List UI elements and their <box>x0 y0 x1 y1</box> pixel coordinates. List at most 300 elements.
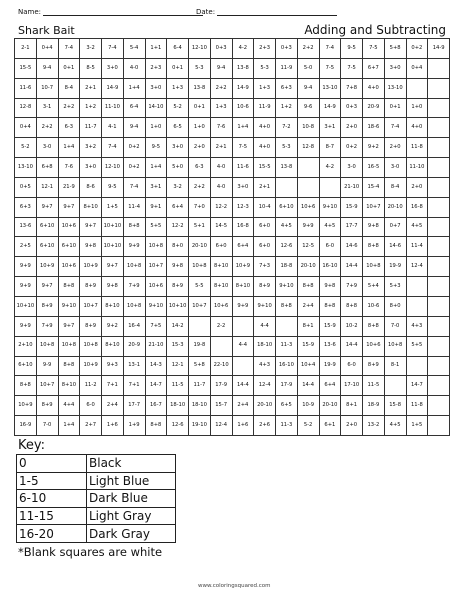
grid-cell[interactable]: 10+10 <box>15 296 37 316</box>
grid-cell[interactable]: 4+0 <box>363 78 385 98</box>
grid-cell[interactable]: 16-8 <box>232 217 254 237</box>
grid-cell[interactable]: 0+3 <box>276 39 298 59</box>
grid-cell[interactable]: 8+8 <box>58 277 80 297</box>
grid-cell[interactable]: 2+0 <box>341 416 363 436</box>
grid-cell[interactable]: 0+1 <box>384 98 406 118</box>
grid-cell[interactable]: 14-6 <box>341 237 363 257</box>
grid-cell[interactable]: 6+5 <box>276 396 298 416</box>
grid-cell[interactable]: 7-4 <box>102 138 124 158</box>
grid-cell[interactable]: 4+5 <box>406 217 428 237</box>
grid-cell[interactable]: 10+7 <box>189 296 211 316</box>
grid-cell[interactable]: 7-4 <box>319 39 341 59</box>
grid-cell[interactable]: 10-4 <box>254 197 276 217</box>
grid-cell[interactable] <box>276 177 298 197</box>
grid-cell[interactable]: 8+9 <box>167 277 189 297</box>
grid-cell[interactable]: 10-6 <box>232 98 254 118</box>
grid-cell[interactable]: 20-10 <box>297 257 319 277</box>
grid-cell[interactable]: 10+6 <box>58 217 80 237</box>
grid-cell[interactable]: 7+9 <box>36 316 58 336</box>
grid-cell[interactable]: 14-4 <box>232 376 254 396</box>
grid-cell[interactable]: 5-0 <box>297 58 319 78</box>
grid-cell[interactable]: 0+1 <box>58 58 80 78</box>
grid-cell[interactable]: 2+2 <box>297 39 319 59</box>
grid-cell[interactable] <box>276 316 298 336</box>
grid-cell[interactable]: 9+2 <box>363 138 385 158</box>
grid-cell[interactable]: 16-7 <box>145 396 167 416</box>
grid-cell[interactable]: 6+3 <box>15 197 37 217</box>
grid-cell[interactable]: 2+2 <box>189 177 211 197</box>
grid-cell[interactable]: 5-3 <box>276 138 298 158</box>
grid-cell[interactable]: 4-1 <box>102 118 124 138</box>
grid-cell[interactable]: 9+7 <box>58 197 80 217</box>
grid-cell[interactable]: 15-9 <box>319 316 341 336</box>
grid-cell[interactable]: 12-10 <box>189 39 211 59</box>
grid-cell[interactable]: 8+10 <box>102 296 124 316</box>
grid-cell[interactable]: 7-6 <box>210 118 232 138</box>
grid-cell[interactable]: 0+1 <box>167 58 189 78</box>
grid-cell[interactable]: 6+0 <box>210 237 232 257</box>
grid-cell[interactable]: 14-3 <box>145 356 167 376</box>
grid-cell[interactable]: 19-9 <box>319 356 341 376</box>
grid-cell[interactable]: 2+2 <box>58 98 80 118</box>
grid-cell[interactable]: 12-10 <box>102 158 124 178</box>
grid-cell[interactable]: 12-5 <box>297 237 319 257</box>
grid-cell[interactable]: 9-4 <box>123 118 145 138</box>
grid-cell[interactable]: 15-7 <box>210 396 232 416</box>
grid-cell[interactable]: 10+4 <box>297 356 319 376</box>
grid-cell[interactable] <box>428 197 450 217</box>
grid-cell[interactable]: 9+2 <box>102 316 124 336</box>
grid-cell[interactable]: 10+8 <box>363 257 385 277</box>
grid-cell[interactable] <box>406 277 428 297</box>
grid-cell[interactable]: 10+7 <box>36 376 58 396</box>
grid-cell[interactable]: 8+0 <box>167 237 189 257</box>
grid-cell[interactable] <box>428 58 450 78</box>
grid-cell[interactable]: 10+8 <box>80 336 102 356</box>
grid-cell[interactable]: 18-10 <box>254 336 276 356</box>
grid-cell[interactable]: 6-5 <box>167 118 189 138</box>
name-blank-line[interactable] <box>43 8 203 16</box>
grid-cell[interactable]: 7-2 <box>276 118 298 138</box>
grid-cell[interactable]: 11-3 <box>276 336 298 356</box>
grid-cell[interactable]: 7-6 <box>58 158 80 178</box>
grid-cell[interactable]: 5+4 <box>363 277 385 297</box>
grid-cell[interactable]: 5+1 <box>189 217 211 237</box>
grid-cell[interactable]: 8+8 <box>297 277 319 297</box>
grid-cell[interactable]: 15-8 <box>384 396 406 416</box>
grid-cell[interactable]: 4-2 <box>319 158 341 178</box>
grid-cell[interactable]: 20-10 <box>384 197 406 217</box>
grid-cell[interactable]: 13-10 <box>319 78 341 98</box>
grid-cell[interactable]: 8+9 <box>254 277 276 297</box>
grid-cell[interactable]: 6+1 <box>319 416 341 436</box>
grid-cell[interactable]: 5-2 <box>297 416 319 436</box>
grid-cell[interactable]: 1+3 <box>210 98 232 118</box>
grid-cell[interactable]: 8-5 <box>80 58 102 78</box>
grid-cell[interactable]: 16-8 <box>406 197 428 217</box>
grid-cell[interactable]: 1+6 <box>232 416 254 436</box>
grid-cell[interactable]: 0+2 <box>123 138 145 158</box>
grid-cell[interactable]: 0+3 <box>341 98 363 118</box>
grid-cell[interactable]: 12-1 <box>167 356 189 376</box>
grid-cell[interactable]: 13-10 <box>384 78 406 98</box>
grid-cell[interactable]: 10+10 <box>102 217 124 237</box>
grid-cell[interactable]: 6-3 <box>189 158 211 178</box>
grid-cell[interactable]: 7-5 <box>341 58 363 78</box>
grid-cell[interactable] <box>210 336 232 356</box>
grid-cell[interactable]: 15-9 <box>341 197 363 217</box>
grid-cell[interactable]: 11-10 <box>406 158 428 178</box>
grid-cell[interactable]: 14-4 <box>341 336 363 356</box>
grid-cell[interactable]: 8-4 <box>384 177 406 197</box>
grid-cell[interactable]: 3+0 <box>145 78 167 98</box>
grid-cell[interactable]: 13-1 <box>123 356 145 376</box>
grid-cell[interactable]: 12-4 <box>254 376 276 396</box>
grid-cell[interactable]: 10+9 <box>232 257 254 277</box>
grid-cell[interactable]: 9+9 <box>15 257 37 277</box>
grid-cell[interactable]: 14-9 <box>232 78 254 98</box>
grid-cell[interactable]: 12-2 <box>210 197 232 217</box>
grid-cell[interactable]: 6+7 <box>363 58 385 78</box>
grid-cell[interactable]: 5+5 <box>145 217 167 237</box>
grid-cell[interactable]: 14-9 <box>319 98 341 118</box>
grid-cell[interactable] <box>428 237 450 257</box>
grid-cell[interactable]: 10+9 <box>15 396 37 416</box>
grid-cell[interactable]: 8-4 <box>58 78 80 98</box>
grid-cell[interactable]: 2-1 <box>15 39 37 59</box>
grid-cell[interactable]: 11-8 <box>406 396 428 416</box>
grid-cell[interactable]: 9+8 <box>80 237 102 257</box>
grid-cell[interactable]: 13-6 <box>15 217 37 237</box>
grid-cell[interactable] <box>232 316 254 336</box>
grid-cell[interactable]: 8-6 <box>80 177 102 197</box>
grid-cell[interactable]: 1+5 <box>102 197 124 217</box>
grid-cell[interactable]: 11-9 <box>254 98 276 118</box>
grid-cell[interactable]: 9+8 <box>363 217 385 237</box>
grid-cell[interactable]: 12-6 <box>167 416 189 436</box>
grid-cell[interactable]: 9+7 <box>102 257 124 277</box>
grid-cell[interactable]: 7-4 <box>58 39 80 59</box>
grid-cell[interactable]: 4+5 <box>276 217 298 237</box>
grid-cell[interactable]: 3+0 <box>167 138 189 158</box>
grid-cell[interactable]: 8-7 <box>319 138 341 158</box>
grid-cell[interactable] <box>428 98 450 118</box>
grid-cell[interactable]: 10+6 <box>210 296 232 316</box>
grid-cell[interactable]: 3+0 <box>384 58 406 78</box>
grid-cell[interactable]: 1+9 <box>123 416 145 436</box>
grid-cell[interactable]: 2+2 <box>36 118 58 138</box>
grid-cell[interactable]: 5+8 <box>189 356 211 376</box>
grid-cell[interactable]: 7-5 <box>319 58 341 78</box>
grid-cell[interactable] <box>428 316 450 336</box>
grid-cell[interactable]: 0+1 <box>189 98 211 118</box>
grid-cell[interactable]: 3+0 <box>80 158 102 178</box>
grid-cell[interactable]: 3-2 <box>167 177 189 197</box>
grid-cell[interactable]: 9+7 <box>58 316 80 336</box>
grid-cell[interactable]: 2+1 <box>210 138 232 158</box>
grid-cell[interactable]: 12-3 <box>232 197 254 217</box>
grid-cell[interactable]: 10+6 <box>297 197 319 217</box>
grid-cell[interactable]: 4+0 <box>406 118 428 138</box>
grid-cell[interactable]: 2+3 <box>254 39 276 59</box>
grid-cell[interactable]: 12-6 <box>276 237 298 257</box>
grid-cell[interactable]: 9-5 <box>102 177 124 197</box>
grid-cell[interactable]: 18-9 <box>363 396 385 416</box>
grid-cell[interactable]: 6-3 <box>58 118 80 138</box>
grid-cell[interactable] <box>297 177 319 197</box>
grid-cell[interactable]: 2+4 <box>232 396 254 416</box>
grid-cell[interactable]: 7+3 <box>254 257 276 277</box>
grid-cell[interactable]: 16-4 <box>123 316 145 336</box>
grid-cell[interactable]: 6+10 <box>36 217 58 237</box>
grid-cell[interactable]: 7-4 <box>102 39 124 59</box>
grid-cell[interactable]: 9+7 <box>80 217 102 237</box>
grid-cell[interactable]: 7+1 <box>123 376 145 396</box>
grid-cell[interactable]: 10-6 <box>363 296 385 316</box>
grid-cell[interactable]: 4+0 <box>254 118 276 138</box>
grid-cell[interactable]: 14-9 <box>428 39 450 59</box>
grid-cell[interactable]: 0+4 <box>406 58 428 78</box>
grid-cell[interactable]: 7-4 <box>123 177 145 197</box>
grid-cell[interactable]: 7+5 <box>145 316 167 336</box>
grid-cell[interactable]: 1+3 <box>167 78 189 98</box>
grid-cell[interactable]: 9+10 <box>58 296 80 316</box>
grid-cell[interactable]: 9+9 <box>297 217 319 237</box>
grid-cell[interactable]: 8+10 <box>210 257 232 277</box>
grid-cell[interactable]: 10+8 <box>189 257 211 277</box>
grid-cell[interactable]: 4+0 <box>254 138 276 158</box>
grid-cell[interactable]: 0+5 <box>15 177 37 197</box>
grid-cell[interactable]: 8+8 <box>319 296 341 316</box>
grid-cell[interactable]: 2-2 <box>210 316 232 336</box>
grid-cell[interactable]: 16-10 <box>276 356 298 376</box>
grid-cell[interactable]: 6-0 <box>319 237 341 257</box>
grid-cell[interactable]: 18-8 <box>276 257 298 277</box>
grid-cell[interactable]: 1+4 <box>145 158 167 178</box>
grid-cell[interactable]: 13-10 <box>15 158 37 178</box>
grid-cell[interactable]: 8+8 <box>15 376 37 396</box>
grid-cell[interactable]: 2+4 <box>102 396 124 416</box>
grid-cell[interactable] <box>189 316 211 336</box>
grid-cell[interactable]: 14-2 <box>167 316 189 336</box>
grid-cell[interactable]: 6+10 <box>15 356 37 376</box>
grid-cell[interactable] <box>428 177 450 197</box>
grid-cell[interactable]: 19-8 <box>189 336 211 356</box>
grid-cell[interactable]: 0+3 <box>210 39 232 59</box>
grid-cell[interactable]: 3+1 <box>319 118 341 138</box>
grid-cell[interactable]: 6+4 <box>232 237 254 257</box>
grid-cell[interactable]: 6+4 <box>319 376 341 396</box>
grid-cell[interactable]: 2+1 <box>80 78 102 98</box>
grid-cell[interactable]: 9+7 <box>36 277 58 297</box>
grid-cell[interactable]: 1+2 <box>276 98 298 118</box>
grid-cell[interactable]: 11-10 <box>102 98 124 118</box>
grid-cell[interactable]: 22-10 <box>210 356 232 376</box>
grid-cell[interactable]: 6+0 <box>254 237 276 257</box>
grid-cell[interactable]: 11-7 <box>189 376 211 396</box>
grid-cell[interactable]: 21-10 <box>145 336 167 356</box>
grid-cell[interactable]: 10+6 <box>145 277 167 297</box>
grid-cell[interactable]: 1+4 <box>58 416 80 436</box>
grid-cell[interactable]: 17-10 <box>341 376 363 396</box>
grid-cell[interactable]: 10+6 <box>58 257 80 277</box>
grid-cell[interactable]: 2+1 <box>254 177 276 197</box>
grid-cell[interactable]: 14-9 <box>102 78 124 98</box>
grid-cell[interactable]: 6-0 <box>80 396 102 416</box>
grid-cell[interactable]: 6+4 <box>167 197 189 217</box>
grid-cell[interactable]: 0+2 <box>406 39 428 59</box>
grid-cell[interactable]: 11-6 <box>15 78 37 98</box>
grid-cell[interactable]: 9-4 <box>297 78 319 98</box>
grid-cell[interactable]: 18-10 <box>189 396 211 416</box>
grid-cell[interactable]: 10+7 <box>80 296 102 316</box>
grid-cell[interactable]: 19-10 <box>189 416 211 436</box>
grid-cell[interactable]: 10+8 <box>58 336 80 356</box>
grid-cell[interactable]: 11-7 <box>80 118 102 138</box>
grid-cell[interactable]: 11-9 <box>276 58 298 78</box>
grid-cell[interactable]: 9+9 <box>15 277 37 297</box>
grid-cell[interactable]: 2+0 <box>341 118 363 138</box>
grid-cell[interactable]: 10-8 <box>297 118 319 138</box>
grid-cell[interactable]: 15-9 <box>297 336 319 356</box>
grid-cell[interactable] <box>428 336 450 356</box>
grid-cell[interactable]: 5-4 <box>123 39 145 59</box>
grid-cell[interactable]: 7+1 <box>102 376 124 396</box>
grid-cell[interactable]: 1+4 <box>58 138 80 158</box>
grid-cell[interactable]: 3+0 <box>102 58 124 78</box>
grid-cell[interactable]: 16-5 <box>363 158 385 178</box>
grid-cell[interactable]: 13-8 <box>276 158 298 178</box>
grid-cell[interactable]: 15-5 <box>254 158 276 178</box>
grid-cell[interactable] <box>384 376 406 396</box>
grid-cell[interactable]: 6+10 <box>58 237 80 257</box>
grid-cell[interactable] <box>406 78 428 98</box>
grid-cell[interactable]: 2+3 <box>145 58 167 78</box>
grid-cell[interactable]: 3-0 <box>341 158 363 178</box>
grid-cell[interactable]: 14-4 <box>297 376 319 396</box>
grid-cell[interactable]: 17-9 <box>210 376 232 396</box>
grid-cell[interactable]: 8+10 <box>232 277 254 297</box>
grid-cell[interactable]: 6+3 <box>276 78 298 98</box>
grid-cell[interactable]: 7-0 <box>36 416 58 436</box>
grid-cell[interactable] <box>428 356 450 376</box>
grid-cell[interactable]: 14-7 <box>406 376 428 396</box>
grid-cell[interactable]: 9+9 <box>15 316 37 336</box>
grid-cell[interactable] <box>406 296 428 316</box>
grid-cell[interactable]: 5-5 <box>189 277 211 297</box>
grid-cell[interactable]: 10-2 <box>341 316 363 336</box>
grid-cell[interactable]: 10+8 <box>123 257 145 277</box>
grid-cell[interactable]: 10+9 <box>80 257 102 277</box>
grid-cell[interactable]: 5-3 <box>254 58 276 78</box>
grid-cell[interactable]: 9+1 <box>145 197 167 217</box>
grid-cell[interactable]: 0+2 <box>341 138 363 158</box>
grid-cell[interactable]: 10-9 <box>297 396 319 416</box>
grid-cell[interactable]: 8+8 <box>341 296 363 316</box>
grid-cell[interactable]: 8+8 <box>145 416 167 436</box>
grid-cell[interactable]: 2+0 <box>189 138 211 158</box>
grid-cell[interactable]: 3+2 <box>80 138 102 158</box>
grid-cell[interactable]: 0+7 <box>384 217 406 237</box>
grid-cell[interactable]: 7+8 <box>341 78 363 98</box>
grid-cell[interactable] <box>428 257 450 277</box>
grid-cell[interactable]: 8+8 <box>58 356 80 376</box>
grid-cell[interactable]: 13-6 <box>319 336 341 356</box>
grid-cell[interactable]: 7-5 <box>363 39 385 59</box>
grid-cell[interactable]: 9+8 <box>167 257 189 277</box>
grid-cell[interactable]: 9+10 <box>145 296 167 316</box>
grid-cell[interactable]: 20-10 <box>189 237 211 257</box>
grid-cell[interactable]: 20-9 <box>123 336 145 356</box>
grid-cell[interactable]: 15-4 <box>363 177 385 197</box>
grid-cell[interactable]: 5+0 <box>167 158 189 178</box>
grid-cell[interactable]: 10+10 <box>167 296 189 316</box>
grid-cell[interactable]: 8+10 <box>210 277 232 297</box>
grid-cell[interactable]: 9+9 <box>232 296 254 316</box>
grid-cell[interactable]: 15-3 <box>167 336 189 356</box>
grid-cell[interactable]: 5+8 <box>384 39 406 59</box>
grid-cell[interactable]: 4-2 <box>232 39 254 59</box>
grid-cell[interactable]: 17-7 <box>123 396 145 416</box>
grid-cell[interactable]: 18-6 <box>363 118 385 138</box>
grid-cell[interactable]: 9+10 <box>319 197 341 217</box>
grid-cell[interactable]: 4-4 <box>232 336 254 356</box>
grid-cell[interactable] <box>428 138 450 158</box>
grid-cell[interactable]: 1+6 <box>102 416 124 436</box>
grid-cell[interactable]: 2+0 <box>406 177 428 197</box>
grid-cell[interactable]: 11-2 <box>80 376 102 396</box>
grid-cell[interactable]: 13-8 <box>189 78 211 98</box>
grid-cell[interactable]: 0+4 <box>36 39 58 59</box>
grid-cell[interactable]: 9-9 <box>36 356 58 376</box>
grid-cell[interactable] <box>428 376 450 396</box>
grid-cell[interactable]: 12-2 <box>167 217 189 237</box>
grid-cell[interactable]: 10+8 <box>384 336 406 356</box>
grid-cell[interactable]: 4-4 <box>254 316 276 336</box>
grid-cell[interactable]: 12-4 <box>210 416 232 436</box>
grid-cell[interactable]: 4-0 <box>123 58 145 78</box>
grid-cell[interactable]: 4+3 <box>254 356 276 376</box>
grid-cell[interactable]: 10+9 <box>80 356 102 376</box>
grid-cell[interactable]: 6+10 <box>36 237 58 257</box>
grid-cell[interactable]: 2+7 <box>80 416 102 436</box>
grid-cell[interactable]: 8+8 <box>363 316 385 336</box>
grid-cell[interactable]: 8+8 <box>276 296 298 316</box>
grid-cell[interactable]: 17-9 <box>276 376 298 396</box>
grid-cell[interactable]: 11-6 <box>232 158 254 178</box>
grid-cell[interactable]: 1+0 <box>189 118 211 138</box>
grid-cell[interactable]: 2+4 <box>297 296 319 316</box>
grid-cell[interactable]: 3-0 <box>36 138 58 158</box>
grid-cell[interactable]: 3-0 <box>384 158 406 178</box>
grid-cell[interactable]: 2+0 <box>384 138 406 158</box>
grid-cell[interactable]: 21-10 <box>341 177 363 197</box>
grid-cell[interactable]: 5+5 <box>406 336 428 356</box>
grid-cell[interactable]: 12-8 <box>15 98 37 118</box>
grid-cell[interactable]: 14-7 <box>145 376 167 396</box>
grid-cell[interactable]: 9-5 <box>341 39 363 59</box>
grid-cell[interactable]: 1+1 <box>145 39 167 59</box>
grid-cell[interactable]: 8+10 <box>102 336 124 356</box>
grid-cell[interactable]: 9+8 <box>102 277 124 297</box>
grid-cell[interactable]: 8+9 <box>36 296 58 316</box>
grid-cell[interactable]: 11-4 <box>123 197 145 217</box>
grid-cell[interactable]: 11-8 <box>406 138 428 158</box>
grid-cell[interactable] <box>232 356 254 376</box>
grid-cell[interactable]: 3+0 <box>232 177 254 197</box>
grid-cell[interactable] <box>428 416 450 436</box>
grid-cell[interactable]: 1+2 <box>80 98 102 118</box>
